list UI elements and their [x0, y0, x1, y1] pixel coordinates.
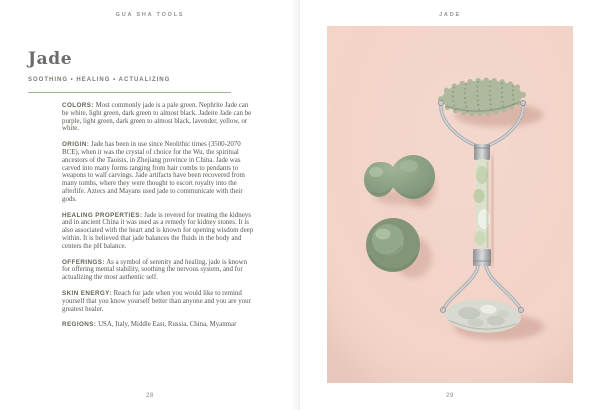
section-skin-energy-label: SKIN ENERGY:: [62, 289, 112, 297]
section-regions-label: REGIONS:: [62, 321, 97, 329]
section-skin-energy-text: Reach for jade when you would like to remind yourself that you know yourself better than anyone and you are your greatest healer.: [62, 289, 251, 313]
bottom-axle-pin-right: [518, 307, 523, 312]
page-number-left: 28: [146, 393, 154, 399]
top-axle-pin-left: [438, 100, 443, 105]
section-regions-text: USA, Italy, Middle East, Russia, China, Myanmar: [98, 321, 237, 329]
section-colors-label: COLORS:: [62, 102, 94, 109]
mushroom-stone-top: [366, 218, 420, 272]
page-number-right: 29: [446, 393, 454, 399]
bottom-ferrule: [473, 249, 491, 266]
section-offerings-text: As a symbol of serenity and healing, jade is known for offering mental stability, soothing the nervous system, and for actualizing the most authentic self.: [62, 258, 248, 282]
article-subtitle: SOOTHING • HEALING • ACTUALIZING: [28, 77, 171, 83]
right-page: [300, 0, 600, 410]
jade-tools-photo: [327, 26, 573, 383]
section-colors: [62, 102, 254, 133]
divider-rule: [28, 92, 231, 93]
section-origin: [62, 141, 254, 203]
page-title: Jade: [28, 49, 73, 69]
section-origin-label: ORIGIN:: [62, 141, 90, 149]
bottom-axle-pin-left: [440, 307, 445, 312]
running-head-left: GUA SHA TOOLS: [115, 12, 185, 18]
jade-handle: [474, 159, 491, 250]
section-skin-energy: [62, 290, 254, 313]
section-regions: [62, 321, 254, 329]
section-colors-text: Most commonly jade is a pale green. Nephrite Jade can be white, light green, dark green to almost black. Jadeite Jade can be purple, light green, dark green to almost black, lavender, yellow, or white.: [62, 102, 252, 133]
section-healing-properties-label: HEALING PROPERTIES:: [62, 211, 143, 219]
top-axle-pin-right: [520, 100, 525, 105]
top-ferrule: [474, 144, 490, 160]
section-offerings: [62, 259, 254, 282]
section-offerings-label: OFFERINGS:: [62, 258, 105, 266]
jade-tools-illustration: [327, 26, 573, 383]
section-origin-text: Jade has been in use since Neolithic times (3500-2070 BCE), when it was the crystal of choice for the Wu, the spiritual ancestors of the Taoists, in Zhejiang province in China. Jade was carved into many forms ranging from hair combs to pendants to weapons to wall carvings. Jade artifacts have been recovered from many tombs, where they were thought to escort royalty into the afterlife. Aztecs and Mayans used jade to communicate with their gods.: [62, 141, 245, 203]
running-head-right: JADE: [439, 12, 461, 18]
section-healing-properties: [62, 212, 254, 251]
article-sections: [62, 102, 254, 337]
section-healing-properties-text: Jade is revered for treating the kidneys and in ancient China it was used as a remedy for kidney stones. It is also associated with the heart and is known for opening wisdom deep within. It is believed that jade balances the fluids in the body and centers the pH balance.: [62, 211, 254, 250]
